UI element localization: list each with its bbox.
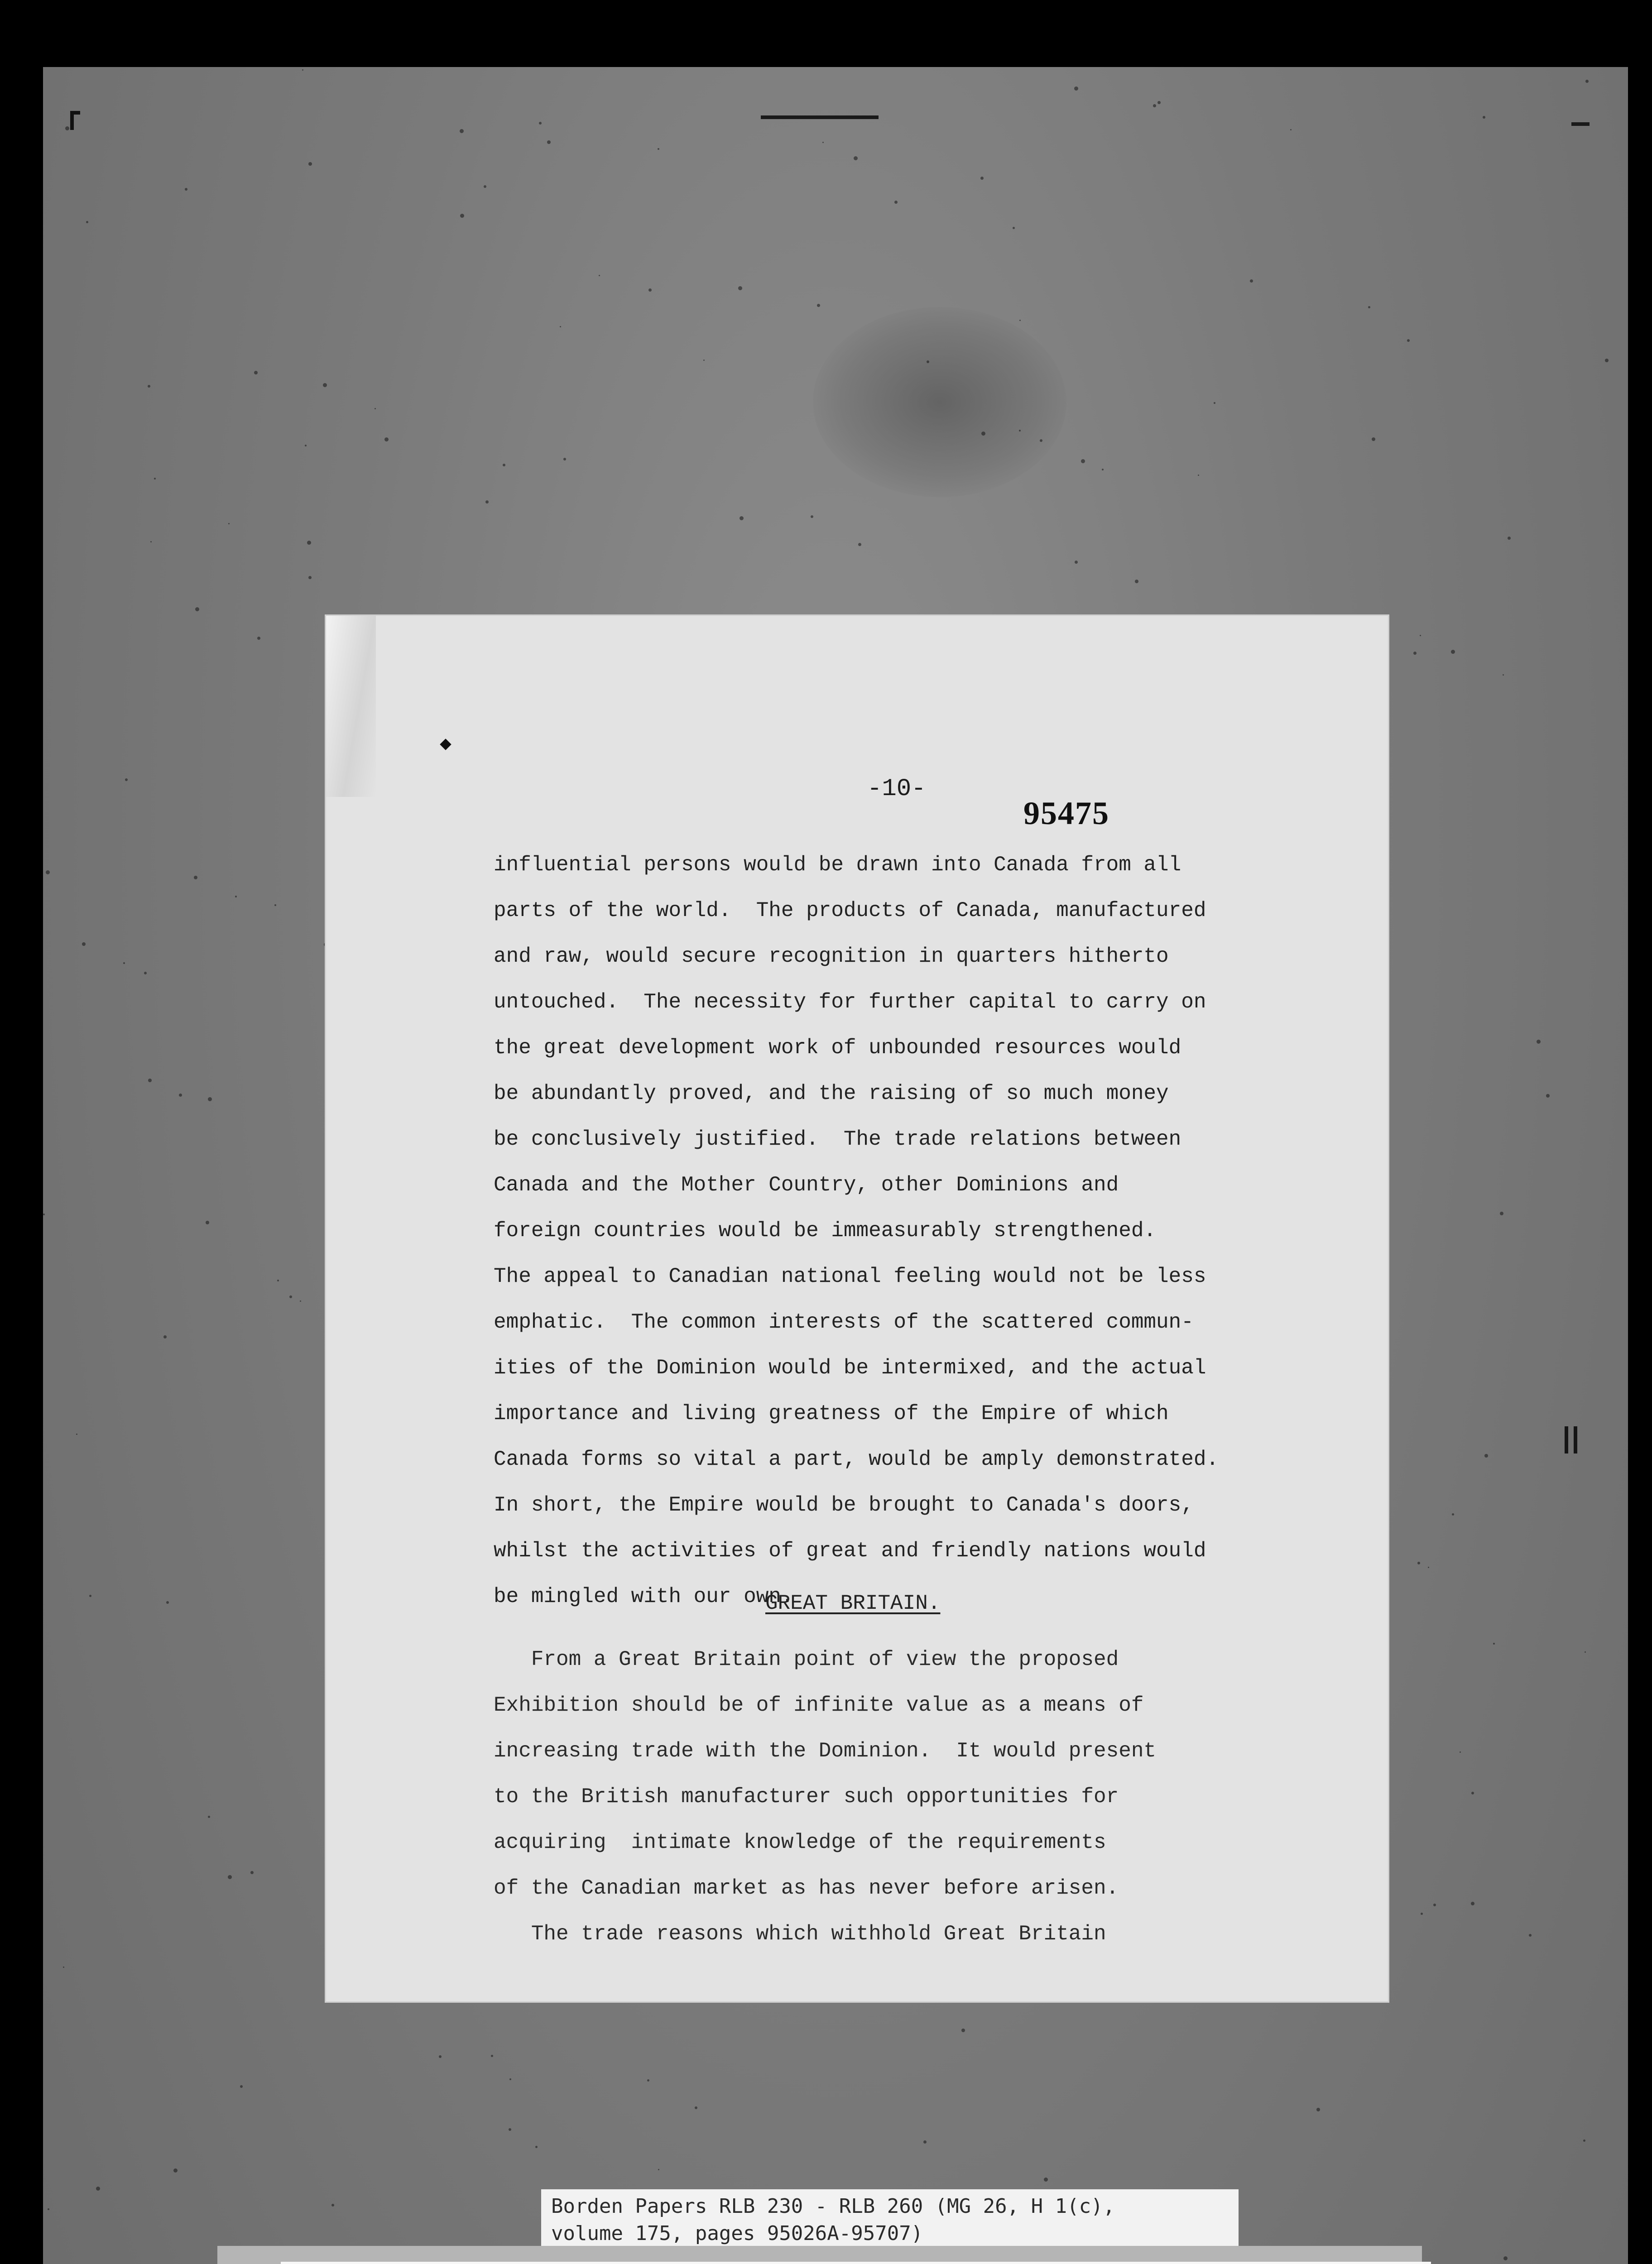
film-speck <box>560 326 561 327</box>
film-speck <box>82 942 86 946</box>
film-speck <box>854 156 858 160</box>
film-speck <box>331 2204 334 2206</box>
film-speck <box>1585 1651 1586 1653</box>
film-speck <box>1214 402 1215 404</box>
film-speck <box>658 2169 659 2170</box>
text-line: be conclusively justified. The trade relations between <box>494 1127 1181 1151</box>
paragraph-2 <box>494 1637 1354 1957</box>
film-speck <box>235 896 237 897</box>
film-speck <box>1471 1792 1474 1794</box>
film-speck <box>509 2078 511 2080</box>
film-speck <box>1013 227 1015 229</box>
film-speck <box>185 188 187 191</box>
film-speck <box>460 214 464 218</box>
text-line: In short, the Empire would be brought to Canada's doors, <box>494 1493 1194 1517</box>
film-speck <box>308 576 312 579</box>
film-speck <box>96 2187 100 2191</box>
ink-smudge <box>813 307 1066 497</box>
film-speck <box>384 437 389 441</box>
film-speck <box>1198 475 1199 476</box>
text-line: parts of the world. The products of Canada, manufactured <box>494 899 1206 922</box>
film-speck <box>491 2055 493 2057</box>
text-line: The trade reasons which withhold Great Britain <box>494 1922 1106 1946</box>
film-speck <box>1451 650 1455 654</box>
film-speck <box>148 385 150 388</box>
film-speck <box>1153 104 1156 107</box>
film-speck <box>1471 1902 1474 1905</box>
margin-bullet-mark <box>440 739 451 750</box>
film-speck <box>307 541 311 545</box>
archives-card <box>281 2262 1431 2264</box>
text-line: ities of the Dominion would be intermixed, and the actual <box>494 1356 1206 1380</box>
card-backing <box>217 2246 1422 2264</box>
text-line: The appeal to Canadian national feeling would not be less <box>494 1265 1206 1288</box>
film-speck <box>1428 1567 1429 1568</box>
film-speck <box>485 500 489 504</box>
film-speck <box>1157 101 1161 104</box>
top-registration-rule <box>761 115 879 119</box>
film-speck <box>961 2029 965 2032</box>
film-speck <box>179 1094 182 1097</box>
film-speck <box>250 1871 254 1874</box>
film-speck <box>1503 674 1504 676</box>
paragraph-1 <box>494 842 1354 1620</box>
text-line: be mingled with our own. <box>494 1585 794 1608</box>
film-speck <box>1508 537 1511 540</box>
film-speck <box>323 383 327 387</box>
film-speck <box>63 1967 64 1968</box>
film-speck <box>302 69 303 71</box>
film-speck <box>1433 1904 1436 1906</box>
film-speck <box>125 778 128 781</box>
text-line: whilst the activities of great and friendly nations would <box>494 1539 1206 1563</box>
film-speck <box>1074 86 1078 91</box>
reference-line: Borden Papers RLB 230 - RLB 260 (MG 26, H 1(c), <box>551 2195 1115 2218</box>
typed-page <box>326 616 1388 2001</box>
film-speck <box>89 1595 91 1597</box>
film-speck <box>1407 339 1410 342</box>
film-speck <box>228 523 230 524</box>
film-speck <box>257 637 260 640</box>
film-speck <box>375 408 376 409</box>
text-line: Canada and the Mother Country, other Dominions and <box>494 1173 1119 1197</box>
film-speck <box>822 142 824 143</box>
film-speck <box>1546 1094 1550 1098</box>
film-speck <box>1044 2178 1048 2182</box>
film-speck <box>1452 1513 1454 1516</box>
text-line: be abundantly proved, and the raising of so much money <box>494 1082 1169 1105</box>
film-speck <box>1583 2139 1585 2142</box>
film-speck <box>703 360 705 361</box>
film-speck <box>1290 129 1292 130</box>
text-line: From a Great Britain point of view the proposed <box>494 1648 1119 1671</box>
film-speck <box>194 876 197 879</box>
film-speck <box>148 1079 152 1082</box>
reference-line: volume 175, pages 95026A-95707) <box>551 2222 923 2245</box>
film-speck <box>1420 635 1421 636</box>
margin-ticks <box>1565 1426 1583 1453</box>
film-speck <box>254 371 258 374</box>
film-speck <box>43 1214 45 1215</box>
film-speck <box>539 122 542 125</box>
film-speck <box>1460 1751 1461 1753</box>
film-speck <box>1075 561 1078 564</box>
section-heading: GREAT BRITAIN. <box>765 1592 941 1615</box>
film-speck <box>647 2079 649 2082</box>
film-speck <box>439 2055 442 2058</box>
text-line: untouched. The necessity for further capital to carry on <box>494 990 1206 1014</box>
film-speck <box>981 432 985 436</box>
text-line: increasing trade with the Dominion. It would present <box>494 1739 1157 1763</box>
right-registration-rule <box>1571 122 1590 126</box>
text-line: Exhibition should be of infinite value as a means of <box>494 1693 1144 1717</box>
film-speck <box>535 2146 538 2148</box>
film-speck <box>927 360 929 363</box>
film-speck <box>228 1875 232 1879</box>
film-speck <box>811 515 813 518</box>
text-line: Canada forms so vital a part, would be amply demonstrated. <box>494 1448 1219 1471</box>
film-speck <box>1484 1454 1488 1458</box>
film-speck <box>858 543 861 546</box>
film-speck <box>460 129 464 133</box>
film-speck <box>173 2168 178 2173</box>
folio-stamp: 95475 <box>1023 795 1109 831</box>
film-speck <box>144 972 147 974</box>
page-fold <box>326 616 376 797</box>
film-speck <box>923 2140 927 2144</box>
film-speck <box>695 2106 697 2109</box>
text-line: of the Canadian market as has never before arisen. <box>494 1876 1119 1900</box>
film-speck <box>1503 2256 1508 2260</box>
film-speck <box>150 541 152 542</box>
film-speck <box>76 1434 77 1435</box>
film-speck <box>1102 469 1104 470</box>
film-speck <box>503 464 505 466</box>
film-speck <box>1372 437 1375 441</box>
text-line: to the British manufacturer such opportunities for <box>494 1785 1119 1808</box>
film-speck <box>738 286 742 290</box>
film-speck <box>1135 580 1138 583</box>
film-speck <box>208 1816 210 1818</box>
film-speck <box>1493 1643 1495 1645</box>
text-line: emphatic. The common interests of the scattered commun- <box>494 1310 1194 1334</box>
text-line: acquiring intimate knowledge of the requirements <box>494 1831 1106 1854</box>
film-speck <box>1250 279 1253 283</box>
film-speck <box>547 140 551 144</box>
film-speck <box>48 2208 49 2210</box>
reference-label <box>541 2189 1239 2253</box>
film-speck <box>1529 1934 1532 1937</box>
page-number: -10- <box>867 775 926 803</box>
film-speck <box>1413 652 1417 655</box>
film-speck <box>305 445 307 446</box>
film-speck <box>599 275 600 276</box>
film-speck <box>46 870 50 874</box>
film-speck <box>240 2085 243 2088</box>
film-speck <box>154 478 156 480</box>
film-speck <box>1019 320 1021 321</box>
film-speck <box>1368 306 1370 308</box>
film-speck <box>308 162 312 166</box>
film-speck <box>274 904 276 906</box>
corner-registration-mark <box>70 111 80 130</box>
film-speck <box>300 1300 301 1302</box>
text-line: foreign countries would be immeasurably strengthened. <box>494 1219 1157 1242</box>
film-speck <box>1040 439 1042 442</box>
film-speck <box>1483 116 1485 119</box>
film-speck <box>1537 1040 1541 1044</box>
text-line: importance and living greatness of the Empire of which <box>494 1402 1169 1425</box>
film-speck <box>894 201 898 204</box>
film-speck <box>1500 1212 1503 1215</box>
film-speck <box>817 304 820 307</box>
film-speck <box>1421 1913 1423 1915</box>
film-speck <box>648 288 652 292</box>
film-speck <box>206 1221 209 1224</box>
film-speck <box>484 185 486 188</box>
film-speck <box>509 2128 511 2131</box>
film-speck <box>980 177 984 180</box>
film-speck <box>195 607 199 611</box>
text-line: the great development work of unbounded resources would <box>494 1036 1181 1060</box>
film-speck <box>277 1280 279 1281</box>
text-line: influential persons would be drawn into Canada from all <box>494 853 1181 877</box>
film-speck <box>123 962 125 964</box>
film-speck <box>1417 1562 1420 1564</box>
film-speck <box>1585 80 1589 83</box>
film-speck <box>289 1295 292 1298</box>
film-speck <box>1316 2108 1320 2111</box>
film-speck <box>1081 459 1085 463</box>
film-speck <box>1605 359 1609 362</box>
film-speck <box>563 458 566 460</box>
film-speck <box>208 1097 212 1101</box>
film-speck <box>658 148 659 150</box>
text-line: and raw, would secure recognition in quarters hitherto <box>494 945 1169 968</box>
film-speck <box>65 126 69 130</box>
film-speck <box>163 1335 167 1338</box>
film-speck <box>740 516 744 520</box>
film-speck <box>86 221 88 223</box>
film-speck <box>1019 430 1021 432</box>
film-speck <box>166 1601 169 1604</box>
